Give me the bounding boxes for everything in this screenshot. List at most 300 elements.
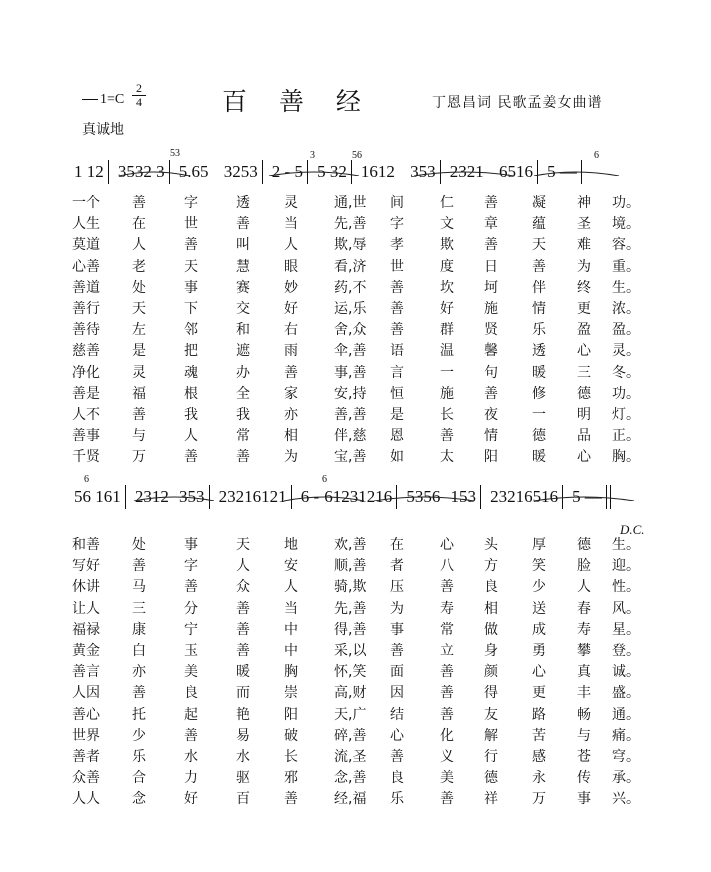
- lyric-line: [72, 661, 640, 682]
- lyric-word: 邻: [184, 322, 198, 339]
- lyric-line: [72, 256, 640, 277]
- measure: 5.65: [178, 162, 209, 181]
- lyric-word: 长: [284, 748, 298, 765]
- lyric-word: 亦: [132, 664, 146, 681]
- lyric-word: 先,善: [334, 600, 367, 617]
- grace-note: 6: [84, 474, 89, 485]
- key-signature: 1=C: [82, 92, 124, 108]
- lyric-word: 得: [484, 685, 498, 702]
- lyric-word: 胸。: [612, 449, 640, 466]
- lyric-line: [72, 788, 640, 809]
- lyric-word: 宁: [184, 621, 198, 638]
- lyric-word: 眼: [284, 258, 298, 275]
- lyric-word: 善: [390, 279, 404, 296]
- lyric-word: 处: [132, 279, 146, 296]
- lyric-word: 善: [484, 195, 498, 211]
- lyric-word: 先,善: [334, 216, 367, 233]
- lyric-word: 善: [236, 600, 250, 617]
- lyric-word: 美: [440, 770, 454, 787]
- lyric-word: 温: [440, 343, 454, 360]
- lyric-word: 人: [236, 558, 250, 575]
- lyric-word: 传: [577, 770, 591, 787]
- lyric-word: 善: [284, 791, 298, 808]
- lyric-word: 灵: [132, 364, 146, 381]
- lyric-word: 痛。: [612, 727, 640, 744]
- lyric-word: 群: [440, 322, 454, 339]
- lyric-word: 德: [577, 385, 591, 402]
- measure: 61231216: [324, 487, 393, 506]
- lyric-word: 赛: [236, 279, 250, 296]
- lyric-word: 善言: [72, 664, 100, 681]
- lyric-word: 笑: [532, 558, 546, 575]
- lyric-word: 乐: [132, 748, 146, 765]
- lyric-word: 善: [184, 449, 198, 466]
- lyric-word: 分: [184, 600, 198, 617]
- lyric-word: 暖: [532, 449, 546, 466]
- lyric-word: 左: [132, 322, 146, 339]
- lyric-word: 众: [236, 579, 250, 596]
- lyric-word: 欺: [440, 237, 454, 254]
- lyric-word: 颜: [484, 664, 498, 681]
- lyric-word: 马: [132, 579, 146, 596]
- measure: 23216516: [490, 487, 559, 506]
- lyric-word: 身: [484, 642, 498, 659]
- lyric-word: 慧: [236, 258, 250, 275]
- meter-bottom: 4: [132, 95, 146, 109]
- lyric-word: 善: [132, 406, 146, 423]
- lyric-word: 正。: [612, 428, 640, 445]
- lyric-line: [72, 746, 640, 767]
- lyric-word: 间: [390, 195, 404, 211]
- lyric-word: 字: [390, 216, 404, 233]
- lyric-word: 善事: [72, 428, 100, 445]
- lyric-word: 灯。: [612, 406, 640, 423]
- lyric-word: 人不: [72, 406, 100, 423]
- measure: 5 —: [547, 162, 577, 181]
- lyric-word: 浓。: [612, 300, 640, 317]
- lyric-word: 为: [577, 258, 591, 275]
- measure: 2321: [449, 162, 484, 181]
- lyric-word: 化: [440, 727, 454, 744]
- lyric-word: 善待: [72, 322, 100, 339]
- lyric-word: 天: [132, 300, 146, 317]
- lyric-word: 善者: [72, 748, 100, 765]
- lyric-word: 迎。: [612, 558, 640, 575]
- lyric-word: 阳: [484, 449, 498, 466]
- lyric-word: 修: [532, 385, 546, 402]
- lyric-word: 崇: [284, 685, 298, 702]
- lyric-word: 而: [236, 685, 250, 702]
- lyric-word: 行: [484, 748, 498, 765]
- time-signature: [132, 82, 146, 109]
- lyric-word: 攀: [577, 642, 591, 659]
- lyric-word: 事: [577, 791, 591, 808]
- measure: 2 - 5: [271, 162, 303, 181]
- measure: 3253: [223, 162, 258, 181]
- lyric-word: 友: [484, 706, 498, 723]
- lyric-word: 善: [284, 364, 298, 381]
- lyric-word: 好: [284, 300, 298, 317]
- lyric-line: [72, 298, 640, 319]
- lyric-word: 善: [440, 791, 454, 808]
- measure: 153: [450, 487, 476, 506]
- lyric-word: 和善: [72, 537, 100, 553]
- lyric-word: 事: [184, 279, 198, 296]
- lyric-word: 透: [236, 195, 250, 211]
- lyric-word: 欢,善: [334, 537, 367, 553]
- lyric-word: 良: [390, 770, 404, 787]
- lyric-word: 更: [577, 300, 591, 317]
- lyric-word: 风。: [612, 600, 640, 617]
- lyric-word: 事: [184, 537, 198, 553]
- lyric-word: 苍: [577, 748, 591, 765]
- tempo-marking: 真诚地: [82, 122, 124, 138]
- lyric-word: 性。: [612, 579, 640, 596]
- lyric-word: 人生: [72, 216, 100, 233]
- lyric-word: 怀,笑: [334, 664, 367, 681]
- lyric-word: 慈善: [72, 343, 100, 360]
- lyric-word: 字: [184, 195, 198, 211]
- lyric-line: [72, 362, 640, 383]
- lyric-word: 暖: [236, 664, 250, 681]
- lyric-word: 净化: [72, 364, 100, 381]
- lyric-line: [72, 598, 640, 619]
- lyric-word: 千贤: [72, 449, 100, 466]
- lyric-word: 地: [284, 537, 298, 553]
- lyric-word: 魂: [184, 364, 198, 381]
- lyric-word: 百: [236, 791, 250, 808]
- lyric-word: 善道: [72, 279, 100, 296]
- lyric-word: 送: [532, 600, 546, 617]
- lyric-word: 世界: [72, 727, 100, 744]
- lyric-word: 把: [184, 343, 198, 360]
- lyric-word: 恩: [390, 428, 404, 445]
- lyric-word: 通,世: [334, 195, 367, 211]
- lyric-line: [72, 704, 640, 725]
- lyric-word: 通。: [612, 706, 640, 723]
- lyric-word: 善: [236, 642, 250, 659]
- lyric-word: 太: [440, 449, 454, 466]
- lyric-word: 善行: [72, 300, 100, 317]
- lyric-word: 事: [390, 621, 404, 638]
- lyric-word: 登。: [612, 642, 640, 659]
- lyric-word: 乐: [532, 322, 546, 339]
- lyric-word: 八: [440, 558, 454, 575]
- lyric-word: 托: [132, 706, 146, 723]
- lyric-word: 暖: [532, 364, 546, 381]
- lyric-word: 碎,善: [334, 727, 367, 744]
- lyric-word: 世: [184, 216, 198, 233]
- lyric-word: 德: [577, 537, 591, 553]
- lyric-line: [72, 404, 640, 425]
- lyric-word: 一个: [72, 195, 100, 211]
- lyric-word: 善是: [72, 385, 100, 402]
- lyric-word: 言: [390, 364, 404, 381]
- lyric-word: 在: [390, 537, 404, 553]
- lyric-word: 恒: [390, 385, 404, 402]
- lyric-word: 诚。: [612, 664, 640, 681]
- lyric-word: 合: [132, 770, 146, 787]
- lyric-word: 人: [132, 237, 146, 254]
- measure: 2312: [134, 487, 169, 506]
- lyric-word: 勇: [532, 642, 546, 659]
- lyric-word: 贤: [484, 322, 498, 339]
- lyric-word: 和: [236, 322, 250, 339]
- lyric-line: [72, 767, 640, 788]
- lyric-word: 善心: [72, 706, 100, 723]
- measure: 353: [179, 487, 205, 506]
- lyric-word: 冬。: [612, 364, 640, 381]
- lyric-word: 善: [390, 642, 404, 659]
- grace-note: 6: [594, 150, 599, 161]
- lyric-word: 天: [532, 237, 546, 254]
- lyric-word: 终: [577, 279, 591, 296]
- lyric-word: 与: [577, 727, 591, 744]
- lyric-word: 祥: [484, 791, 498, 808]
- lyric-word: 生。: [612, 537, 640, 553]
- lyric-word: 高,财: [334, 685, 367, 702]
- lyric-word: 更: [532, 685, 546, 702]
- lyric-line: [72, 682, 640, 703]
- lyric-word: 事,善: [334, 364, 367, 381]
- lyric-word: 是: [132, 343, 146, 360]
- lyric-word: 灵。: [612, 343, 640, 360]
- lyric-word: 如: [390, 449, 404, 466]
- lyric-word: 感: [532, 748, 546, 765]
- measure: 23216121: [218, 487, 287, 506]
- lyric-word: 善: [184, 727, 198, 744]
- lyric-word: 心: [532, 664, 546, 681]
- lyric-word: 人: [284, 579, 298, 596]
- lyric-word: 施: [484, 300, 498, 317]
- grace-note: 6: [322, 474, 327, 485]
- lyric-word: 度: [440, 258, 454, 275]
- lyric-word: 承。: [612, 770, 640, 787]
- lyric-line: [72, 383, 640, 404]
- lyric-word: 路: [532, 706, 546, 723]
- measure: 56 161: [74, 487, 121, 506]
- lyric-word: 右: [284, 322, 298, 339]
- lyric-word: 苦: [532, 727, 546, 744]
- lyric-word: 天: [236, 537, 250, 553]
- lyric-word: 少: [532, 579, 546, 596]
- lyric-word: 玉: [184, 642, 198, 659]
- grace-note: 53: [170, 148, 180, 159]
- lyric-word: 情: [484, 428, 498, 445]
- measure: 6 -: [300, 487, 320, 506]
- lyric-word: 馨: [484, 343, 498, 360]
- lyric-word: 念: [132, 791, 146, 808]
- lyric-word: 叫: [236, 237, 250, 254]
- lyric-line: [72, 319, 640, 340]
- lyric-word: 兴。: [612, 791, 640, 808]
- lyric-word: 善: [236, 449, 250, 466]
- lyric-word: 寿: [577, 621, 591, 638]
- lyric-word: 章: [484, 216, 498, 233]
- lyric-word: 善: [184, 579, 198, 596]
- lyric-word: 水: [184, 748, 198, 765]
- lyric-word: 孝: [390, 237, 404, 254]
- lyric-word: 善: [532, 258, 546, 275]
- measure: 1612: [360, 162, 395, 181]
- lyric-word: 妙: [284, 279, 298, 296]
- lyric-line: [72, 192, 640, 213]
- lyric-word: 心: [440, 537, 454, 553]
- lyric-word: 善: [440, 664, 454, 681]
- lyrics-block-2: [72, 534, 640, 809]
- lyric-word: 让人: [72, 600, 100, 617]
- lyric-word: 伞,善: [334, 343, 367, 360]
- lyric-word: 阳: [284, 706, 298, 723]
- lyric-word: 人人: [72, 791, 100, 808]
- lyric-word: 心善: [72, 258, 100, 275]
- lyric-word: 三: [132, 600, 146, 617]
- lyric-word: 永: [532, 770, 546, 787]
- lyric-word: 坷: [484, 279, 498, 296]
- lyric-word: 天,广: [334, 706, 367, 723]
- lyric-word: 心: [577, 449, 591, 466]
- lyric-word: 品: [577, 428, 591, 445]
- lyrics-block-1: [72, 192, 640, 467]
- lyric-word: 良: [184, 685, 198, 702]
- lyric-word: 盛。: [612, 685, 640, 702]
- lyric-word: 善: [440, 579, 454, 596]
- lyric-word: 人: [184, 428, 198, 445]
- measure: 5 —: [572, 487, 602, 506]
- lyric-word: 运,乐: [334, 300, 367, 317]
- lyric-word: 一: [440, 364, 454, 381]
- lyric-word: 明: [577, 406, 591, 423]
- lyric-word: 一: [532, 406, 546, 423]
- lyric-word: 德: [532, 428, 546, 445]
- lyric-word: 善: [390, 748, 404, 765]
- lyric-word: 善: [132, 685, 146, 702]
- lyric-word: 黄金: [72, 642, 100, 659]
- lyric-word: 面: [390, 664, 404, 681]
- lyric-word: 顺,善: [334, 558, 367, 575]
- lyric-word: 立: [440, 642, 454, 659]
- lyric-word: 文: [440, 216, 454, 233]
- lyric-word: 蕴: [532, 216, 546, 233]
- lyric-word: 世: [390, 258, 404, 275]
- da-capo-marker: D.C.: [620, 522, 645, 537]
- lyric-word: 相: [484, 600, 498, 617]
- lyric-word: 春: [577, 600, 591, 617]
- lyric-word: 畅: [577, 706, 591, 723]
- lyric-word: 善,善: [334, 406, 367, 423]
- lyric-word: 流,圣: [334, 748, 367, 765]
- lyric-word: 人因: [72, 685, 100, 702]
- lyric-line: [72, 619, 640, 640]
- lyric-word: 在: [132, 216, 146, 233]
- lyric-word: 情: [532, 300, 546, 317]
- lyric-line: [72, 340, 640, 361]
- lyric-word: 善: [440, 706, 454, 723]
- lyric-word: 家: [284, 385, 298, 402]
- lyric-word: 为: [284, 449, 298, 466]
- lyric-word: 常: [236, 428, 250, 445]
- lyric-word: 我: [236, 406, 250, 423]
- lyric-word: 盈。: [612, 322, 640, 339]
- lyric-line: [72, 576, 640, 597]
- lyric-word: 头: [484, 537, 498, 553]
- lyric-word: 下: [184, 300, 198, 317]
- lyric-word: 交: [236, 300, 250, 317]
- lyric-word: 方: [484, 558, 498, 575]
- lyric-word: 相: [284, 428, 298, 445]
- lyric-word: 天: [184, 258, 198, 275]
- lyric-word: 压: [390, 579, 404, 596]
- lyric-word: 好: [184, 791, 198, 808]
- lyric-word: 句: [484, 364, 498, 381]
- lyric-word: 遮: [236, 343, 250, 360]
- lyric-word: 看,济: [334, 258, 367, 275]
- lyric-word: 与: [132, 428, 146, 445]
- lyric-word: 厚: [532, 537, 546, 553]
- lyric-word: 安,持: [334, 385, 367, 402]
- lyric-word: 念,善: [334, 770, 367, 787]
- lyric-word: 真: [577, 664, 591, 681]
- lyric-word: 力: [184, 770, 198, 787]
- lyric-word: 中: [284, 621, 298, 638]
- notation-line-2: [74, 480, 664, 514]
- lyric-word: 三: [577, 364, 591, 381]
- lyric-word: 众善: [72, 770, 100, 787]
- lyric-word: 经,福: [334, 791, 367, 808]
- measure: 5 32: [317, 162, 347, 181]
- lyric-word: 常: [440, 621, 454, 638]
- measure: 5356: [406, 487, 441, 506]
- lyric-word: 破: [284, 727, 298, 744]
- lyric-word: 为: [390, 600, 404, 617]
- lyric-word: 日: [484, 258, 498, 275]
- lyric-line: [72, 725, 640, 746]
- lyric-word: 善: [236, 216, 250, 233]
- lyric-word: 善: [484, 385, 498, 402]
- lyric-word: 神: [577, 195, 591, 211]
- lyric-word: 胸: [284, 664, 298, 681]
- lyric-word: 莫道: [72, 237, 100, 254]
- lyric-word: 心: [390, 727, 404, 744]
- lyric-word: 万: [132, 449, 146, 466]
- lyric-word: 灵: [284, 195, 298, 211]
- lyric-line: [72, 555, 640, 576]
- lyric-word: 善: [440, 685, 454, 702]
- lyric-word: 心: [577, 343, 591, 360]
- lyric-word: 脸: [577, 558, 591, 575]
- lyric-word: 字: [184, 558, 198, 575]
- lyric-word: 者: [390, 558, 404, 575]
- lyric-word: 做: [484, 621, 498, 638]
- lyric-line: [72, 534, 640, 555]
- lyric-word: 星。: [612, 621, 640, 638]
- lyric-word: 伴: [532, 279, 546, 296]
- song-credits: 丁恩昌词 民歌孟姜女曲谱: [432, 95, 603, 111]
- lyric-word: 义: [440, 748, 454, 765]
- lyric-word: 乐: [390, 791, 404, 808]
- lyric-word: 处: [132, 537, 146, 553]
- lyric-word: 盈: [577, 322, 591, 339]
- lyric-word: 得,善: [334, 621, 367, 638]
- lyric-word: 全: [236, 385, 250, 402]
- lyric-word: 因: [390, 685, 404, 702]
- lyric-line: [72, 234, 640, 255]
- lyric-word: 容。: [612, 237, 640, 254]
- measure: 6516: [499, 162, 534, 181]
- lyric-word: 施: [440, 385, 454, 402]
- lyric-word: 根: [184, 385, 198, 402]
- lyric-word: 圣: [577, 216, 591, 233]
